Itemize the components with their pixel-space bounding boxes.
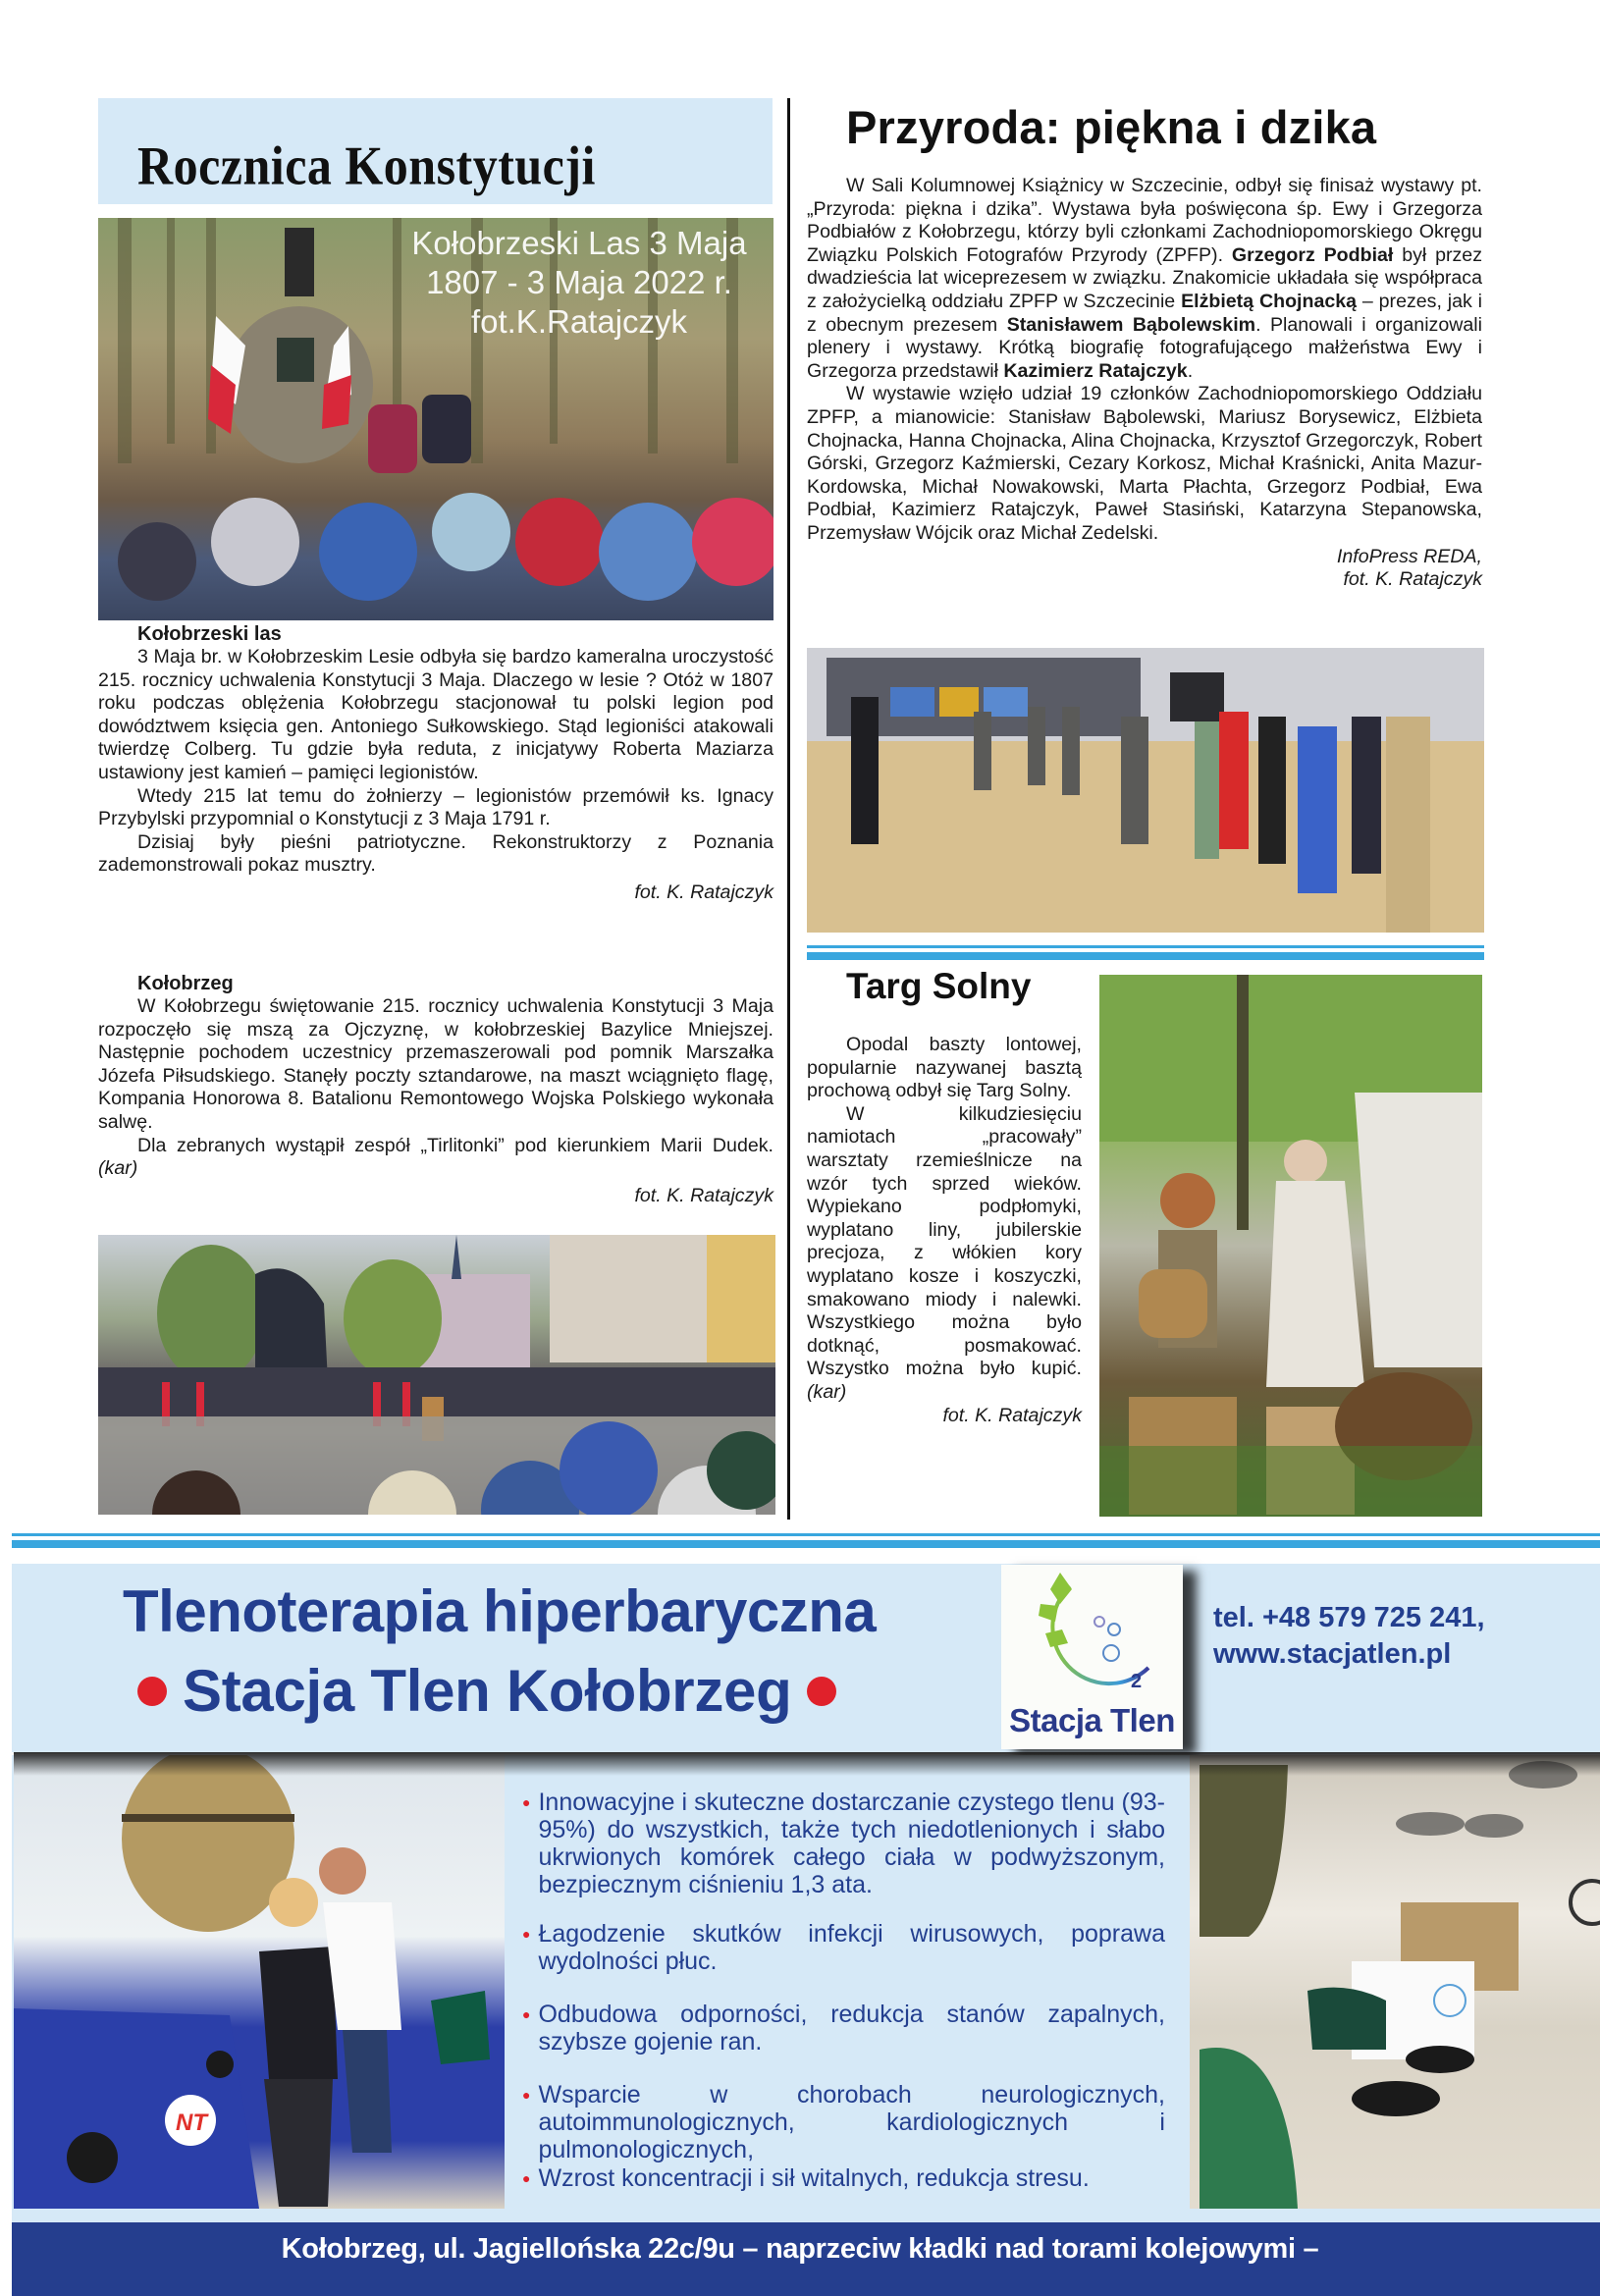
- red-dot-icon: [807, 1677, 836, 1706]
- page-separator: [12, 1533, 1600, 1549]
- paragraph: Dzisiaj były pieśni patriotyczne. Rekonstruktorzy z Poznania zademonstrowali pokaz musztry.: [98, 830, 773, 877]
- bullet-icon: ●: [522, 2087, 531, 2103]
- bold-name: Grzegorz Podbiał: [1231, 243, 1394, 266]
- phone-number[interactable]: tel. +48 579 725 241,: [1213, 1602, 1485, 1633]
- text-run: W Sali Kolumnowej Książnicy w Szczecinie, odbył się finisaż wystawy pt. „Przyroda: piękna i dzika”. Wystawa była poświęcona śp. Ewy i Grzegorza Podbiałów z Kołobrzegu, którzy byli członkami Zachodniopomorskiego Okręgu Związku Polskich Fotografów Przyrody (ZPFP).: [807, 175, 1482, 266]
- benefit-item: [522, 1920, 1165, 1975]
- section-separator: [807, 945, 1484, 961]
- photo-credit: fot. K. Ratajczyk: [634, 1184, 773, 1206]
- oxygen-leaf-icon: [1001, 1565, 1183, 1702]
- paragraph: W wystawie wzięło udział 19 członków Zachodniopomorskiego Oddziału ZPFP, a mianowicie: Stanisław Bąbolewski, Mariusz Borysewicz, Elżbieta Chojnacka, Hanna Chojnacka, Alina Chojnacka, Krzysztof Grzegorczyk, Robert Górski, Grzegorz Kaźmierski, Cezary Korkosz, Michał Kraśnicki, Anita Mazur-Kordowska, Michał Nowakowski, Marta Płachta, Grzegorz Podbiał, Ewa Podbiał, Kazimierz Ratajczyk, Paweł Stasiński, Katarzyna Stepanowska, Przemysław Wójcik oraz Michał Zedelski.: [807, 383, 1482, 544]
- paragraph: [807, 175, 1482, 383]
- caption-line: fot.K.Ratajczyk: [470, 303, 688, 340]
- paragraph: [807, 1103, 1082, 1405]
- photo-waiting-room: [1190, 1755, 1600, 2209]
- author-tag: (kar): [98, 1157, 138, 1180]
- caption-line: 1807 - 3 Maja 2022 r.: [426, 264, 732, 300]
- section-header-rocznica: [98, 98, 773, 204]
- benefit-text: Innowacyjne i skuteczne dostarczanie czystego tlenu (93-95%) do wszystkich, także tych niedotlenionych i słabo ukrwionych komórek całego ciała w podwyższonym, bezpiecznym ciśnieniu 1,3 ata.: [538, 1789, 1165, 1898]
- benefit-text: Odbudowa odporności, redukcja stanów zapalnych, szybsze gojenie ran.: [538, 2001, 1165, 2056]
- paragraph-text: W kilkudziesięciu namiotach „pracowały” warsztaty rzemieślnicze na wzór tych sprzed wieków. Wypiekano podpłomyki, wyplatano liny, jubilerskie precjoza, z włókien kory wyplatano kosze i koszyczki, smakowano miody i nalewki. Wszystkiego można było dotknąć, posmakować. Wszystko można było kupić.: [807, 1102, 1082, 1380]
- red-dot-icon: [137, 1677, 167, 1706]
- column-divider: [787, 98, 790, 1520]
- text-run: .: [1187, 359, 1194, 382]
- logo-subscript: 2: [1131, 1671, 1143, 1692]
- section-title: Rocznica Konstytucji: [137, 134, 596, 196]
- subheading: Kołobrzeg: [137, 973, 234, 994]
- photo-city-ceremony: [98, 1235, 775, 1515]
- photo-salt-market: [1099, 975, 1482, 1517]
- photo-owners-chamber: [14, 1755, 505, 2209]
- caption-line: Kołobrzeski Las 3 Maja: [411, 225, 747, 261]
- chamber-scene: [14, 1755, 505, 2209]
- advert-address: Kołobrzeg, ul. Jagiellońska 22c/9u – naprzeciw kładki nad torami kolejowymi –: [281, 2233, 1319, 2265]
- gallery-scene: [807, 648, 1484, 933]
- article-title-przyroda: Przyroda: piękna i dzika: [846, 101, 1377, 153]
- text-run: . Planowali i organizowali plenery i wystawy. Krótką biografię fotografującego małżeństwa Ewy i Grzegorza przedstawił: [807, 313, 1483, 382]
- advert-subtitle: [137, 1657, 836, 1725]
- article-title-targ-solny: Targ Solny: [846, 966, 1032, 1006]
- bullet-icon: ●: [522, 1794, 531, 1810]
- benefit-item: [522, 1789, 1165, 1898]
- benefit-text: Łagodzenie skutków infekcji wirusowych, poprawa wydolności płuc.: [538, 1920, 1165, 1975]
- bullet-icon: ●: [522, 2006, 531, 2022]
- benefit-item: [522, 2081, 1165, 2163]
- text-run: był przez dwadzieścia lat wiceprezesem w związku. Znakomicie układała się współpraca z założycielką oddziału ZPFP w Szczecinie: [807, 243, 1482, 312]
- chamber-brand-logo: NT: [176, 2109, 207, 2136]
- paragraph-text: Dla zebranych wystąpił zespół „Tirlitonki” pod kierunkiem Marii Dudek.: [137, 1134, 773, 1156]
- paragraph: Opodal baszty lontowej, popularnie nazywanej basztą prochową odbył się Targ Solny.: [807, 1034, 1082, 1102]
- city-scene: [98, 1235, 775, 1515]
- photo-forest-ceremony: [98, 218, 773, 620]
- paragraph: [98, 1135, 773, 1181]
- photo-caption-overlay: [393, 224, 766, 342]
- paragraph: W Kołobrzegu świętowanie 215. rocznicy uchwalenia Konstytucji 3 Maja rozpoczęło się mszą za Ojczyznę, w kołobrzeskiej Bazylice Mniejszej. Następnie pochodem uczestnicy przemaszerowali pod pomnik Marszałka Józefa Piłsudskiego. Stanęły poczty sztandarowe, na maszt wciągnięto flagę, Kompania Honorowa 8. Batalionu Remontowego Wojska Polskiego wykonała salwę.: [98, 995, 773, 1133]
- advert-shadow: [14, 1752, 1600, 1776]
- subheading: Kołobrzeski las: [137, 623, 282, 645]
- article-targ-solny: [807, 1034, 1082, 1427]
- bullet-icon: ●: [522, 2170, 531, 2186]
- advert-title: Tlenoterapia hiperbaryczna: [123, 1578, 877, 1644]
- website-link[interactable]: www.stacjatlen.pl: [1213, 1638, 1452, 1670]
- benefit-text: Wzrost koncentracji i sił witalnych, redukcja stresu.: [538, 2164, 1090, 2192]
- article-kolobrzeg: [98, 972, 773, 1207]
- article-przyroda: [807, 175, 1482, 592]
- photo-credit: fot. K. Ratajczyk: [942, 1404, 1082, 1426]
- benefit-text: Wsparcie w chorobach neurologicznych, autoimmunologicznych, kardiologicznych i pulmonologicznych,: [538, 2081, 1165, 2163]
- stacja-tlen-logo: [1001, 1565, 1183, 1749]
- paragraph: Wtedy 215 lat temu do żołnierzy – legionistów przemówił ks. Ignacy Przybylski przypomnial o Konstytucji z 3 Maja 1791 r.: [98, 784, 773, 830]
- photo-credit: fot. K. Ratajczyk: [1343, 568, 1482, 591]
- advert-subtitle-text: Stacja Tlen Kołobrzeg: [183, 1658, 792, 1724]
- logo-text: Stacja Tlen: [1009, 1702, 1175, 1738]
- article-kolobrzeski-las: [98, 622, 773, 905]
- benefit-item: [522, 2001, 1165, 2056]
- photo-gallery-exhibition: [807, 648, 1484, 933]
- bold-name: Stanisławem Bąbolewskim: [1006, 313, 1256, 336]
- author-tag: (kar): [807, 1380, 847, 1403]
- benefit-item: [522, 2164, 1165, 2192]
- paragraph: 3 Maja br. w Kołobrzeskim Lesie odbyła się bardzo kameralna uroczystość 215. rocznicy uchwalenia Konstytucji 3 Maja. Dlaczego w lesie ? Otóż w 1807 roku podczas oblężenia Kołobrzegu stacjonował tu polski legion pod dowództwem księcia gen. Antoniego Sułkowskiego. Stąd legioniści atakowali twierdzę Colberg. Tu gdzie była reduta, z inicjatywy Roberta Maziarza ustawiony jest kamień – pamięci legionistów.: [98, 646, 773, 783]
- bold-name: Kazimierz Ratajczyk: [1003, 359, 1188, 382]
- source-credit: InfoPress REDA,: [1336, 545, 1482, 567]
- photo-credit: fot. K. Ratajczyk: [634, 881, 773, 903]
- bold-name: Elżbietą Chojnacką: [1181, 290, 1358, 312]
- market-scene: [1099, 975, 1482, 1517]
- advert-contact: [1213, 1600, 1485, 1673]
- waiting-room-scene: [1190, 1755, 1600, 2209]
- bullet-icon: ●: [522, 1926, 531, 1942]
- text-run: – prezes, jak i z obecnym prezesem: [807, 290, 1483, 336]
